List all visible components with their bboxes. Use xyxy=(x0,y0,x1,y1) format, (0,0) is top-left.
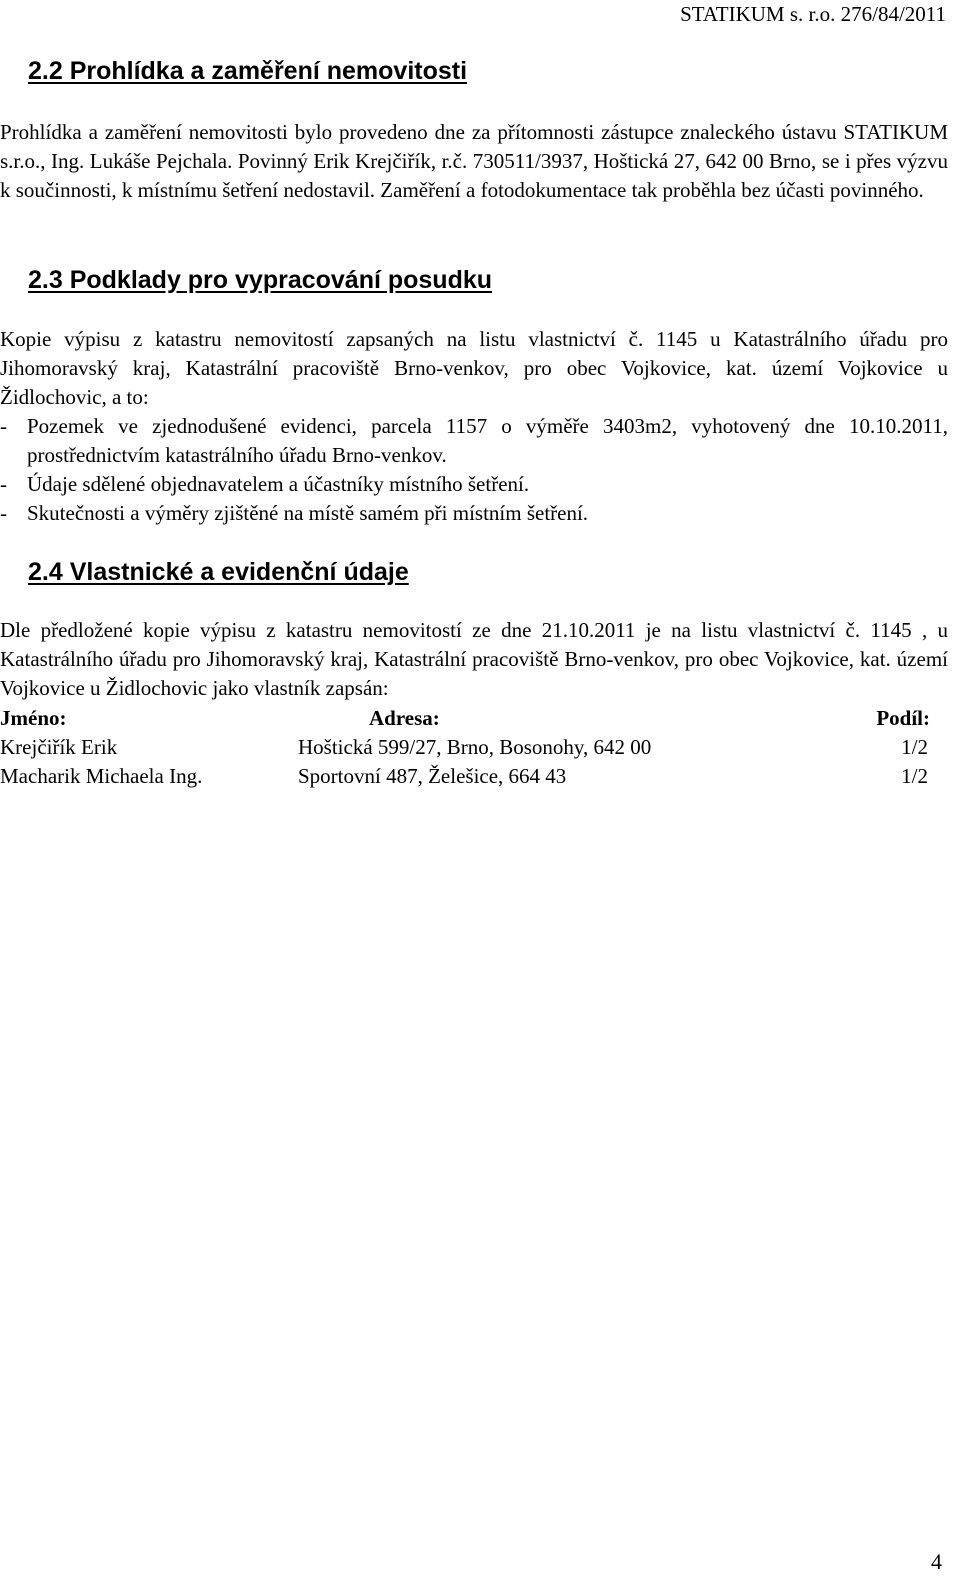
header-share: Podíl: xyxy=(876,706,930,730)
header-address: Adresa: xyxy=(369,706,440,730)
table-row xyxy=(0,762,948,791)
section-2-3-intro xyxy=(0,325,948,412)
list-dash: - xyxy=(0,472,7,496)
section-heading-2-4: 2.4 Vlastnické a evidenční údaje xyxy=(28,558,409,586)
sources-intro-text: Kopie výpisu z katastru nemovitostí zapsaných na listu vlastnictví č. 1145 u Katastrálního úřadu pro Jihomoravský kraj, Katastrální pracoviště Brno-venkov, pro obec Vojkovice, kat. území Vojkovice u Židlochovic, a to: xyxy=(0,327,948,409)
owner-name: Krejčiřík Erik xyxy=(0,735,118,759)
owners-table-header xyxy=(0,704,948,733)
list-item xyxy=(0,499,948,528)
section-heading-2-2: 2.2 Prohlídka a zaměření nemovitosti xyxy=(28,57,468,85)
owner-share: 1/2 xyxy=(901,735,928,759)
list-item-text: Údaje sdělené objednavatelem a účastníky místního šetření. xyxy=(27,472,530,496)
sources-list xyxy=(0,412,948,528)
owner-address: Hoštická 599/27, Brno, Bosonohy, 642 00 xyxy=(298,735,652,759)
list-dash: - xyxy=(0,501,7,525)
owner-address: Sportovní 487, Želešice, 664 43 xyxy=(298,764,567,788)
table-row xyxy=(0,733,948,762)
header-name: Jméno: xyxy=(0,706,67,730)
list-item-text: Pozemek ve zjednodušené evidenci, parcela 1157 o výměře 3403m2, vyhotovený dne 10.10.2011, prostřednictvím katastrálního úřadu Brno-venkov. xyxy=(27,414,948,467)
list-item xyxy=(0,470,948,499)
page-number: 4 xyxy=(931,1549,942,1574)
document-reference: STATIKUM s. r.o. 276/84/2011 xyxy=(680,2,946,26)
section-2-2-paragraph xyxy=(0,118,948,205)
owner-share: 1/2 xyxy=(901,764,928,788)
ownership-text: Dle předložené kopie výpisu z katastru nemovitostí ze dne 21.10.2011 je na listu vlastnictví č. 1145 , u Katastrálního úřadu pro Jihomoravský kraj, Katastrální pracoviště Brno-venkov, pro obec Vojkovice, kat. území Vojkovice u Židlochovic jako vlastník zapsán: xyxy=(0,618,948,700)
owners-table xyxy=(0,704,948,791)
owner-name: Macharik Michaela Ing. xyxy=(0,764,203,788)
section-2-4-paragraph xyxy=(0,616,948,703)
section-heading-2-3: 2.3 Podklady pro vypracování posudku xyxy=(28,266,493,294)
list-item-text: Skutečnosti a výměry zjištěné na místě samém při místním šetření. xyxy=(27,501,589,525)
list-dash: - xyxy=(0,414,7,438)
list-item xyxy=(0,412,948,470)
inspection-text: Prohlídka a zaměření nemovitosti bylo provedeno dne za přítomnosti zástupce znaleckého ústavu STATIKUM s.r.o., Ing. Lukáše Pejchala. Povinný Erik Krejčiřík, r.č. 730511/3937, Hoštická 27, 642 00 Brno, se i přes výzvu k součinnosti, k místnímu šetření nedostavil. Zaměření a fotodokumentace tak proběhla bez účasti povinného. xyxy=(0,120,948,202)
